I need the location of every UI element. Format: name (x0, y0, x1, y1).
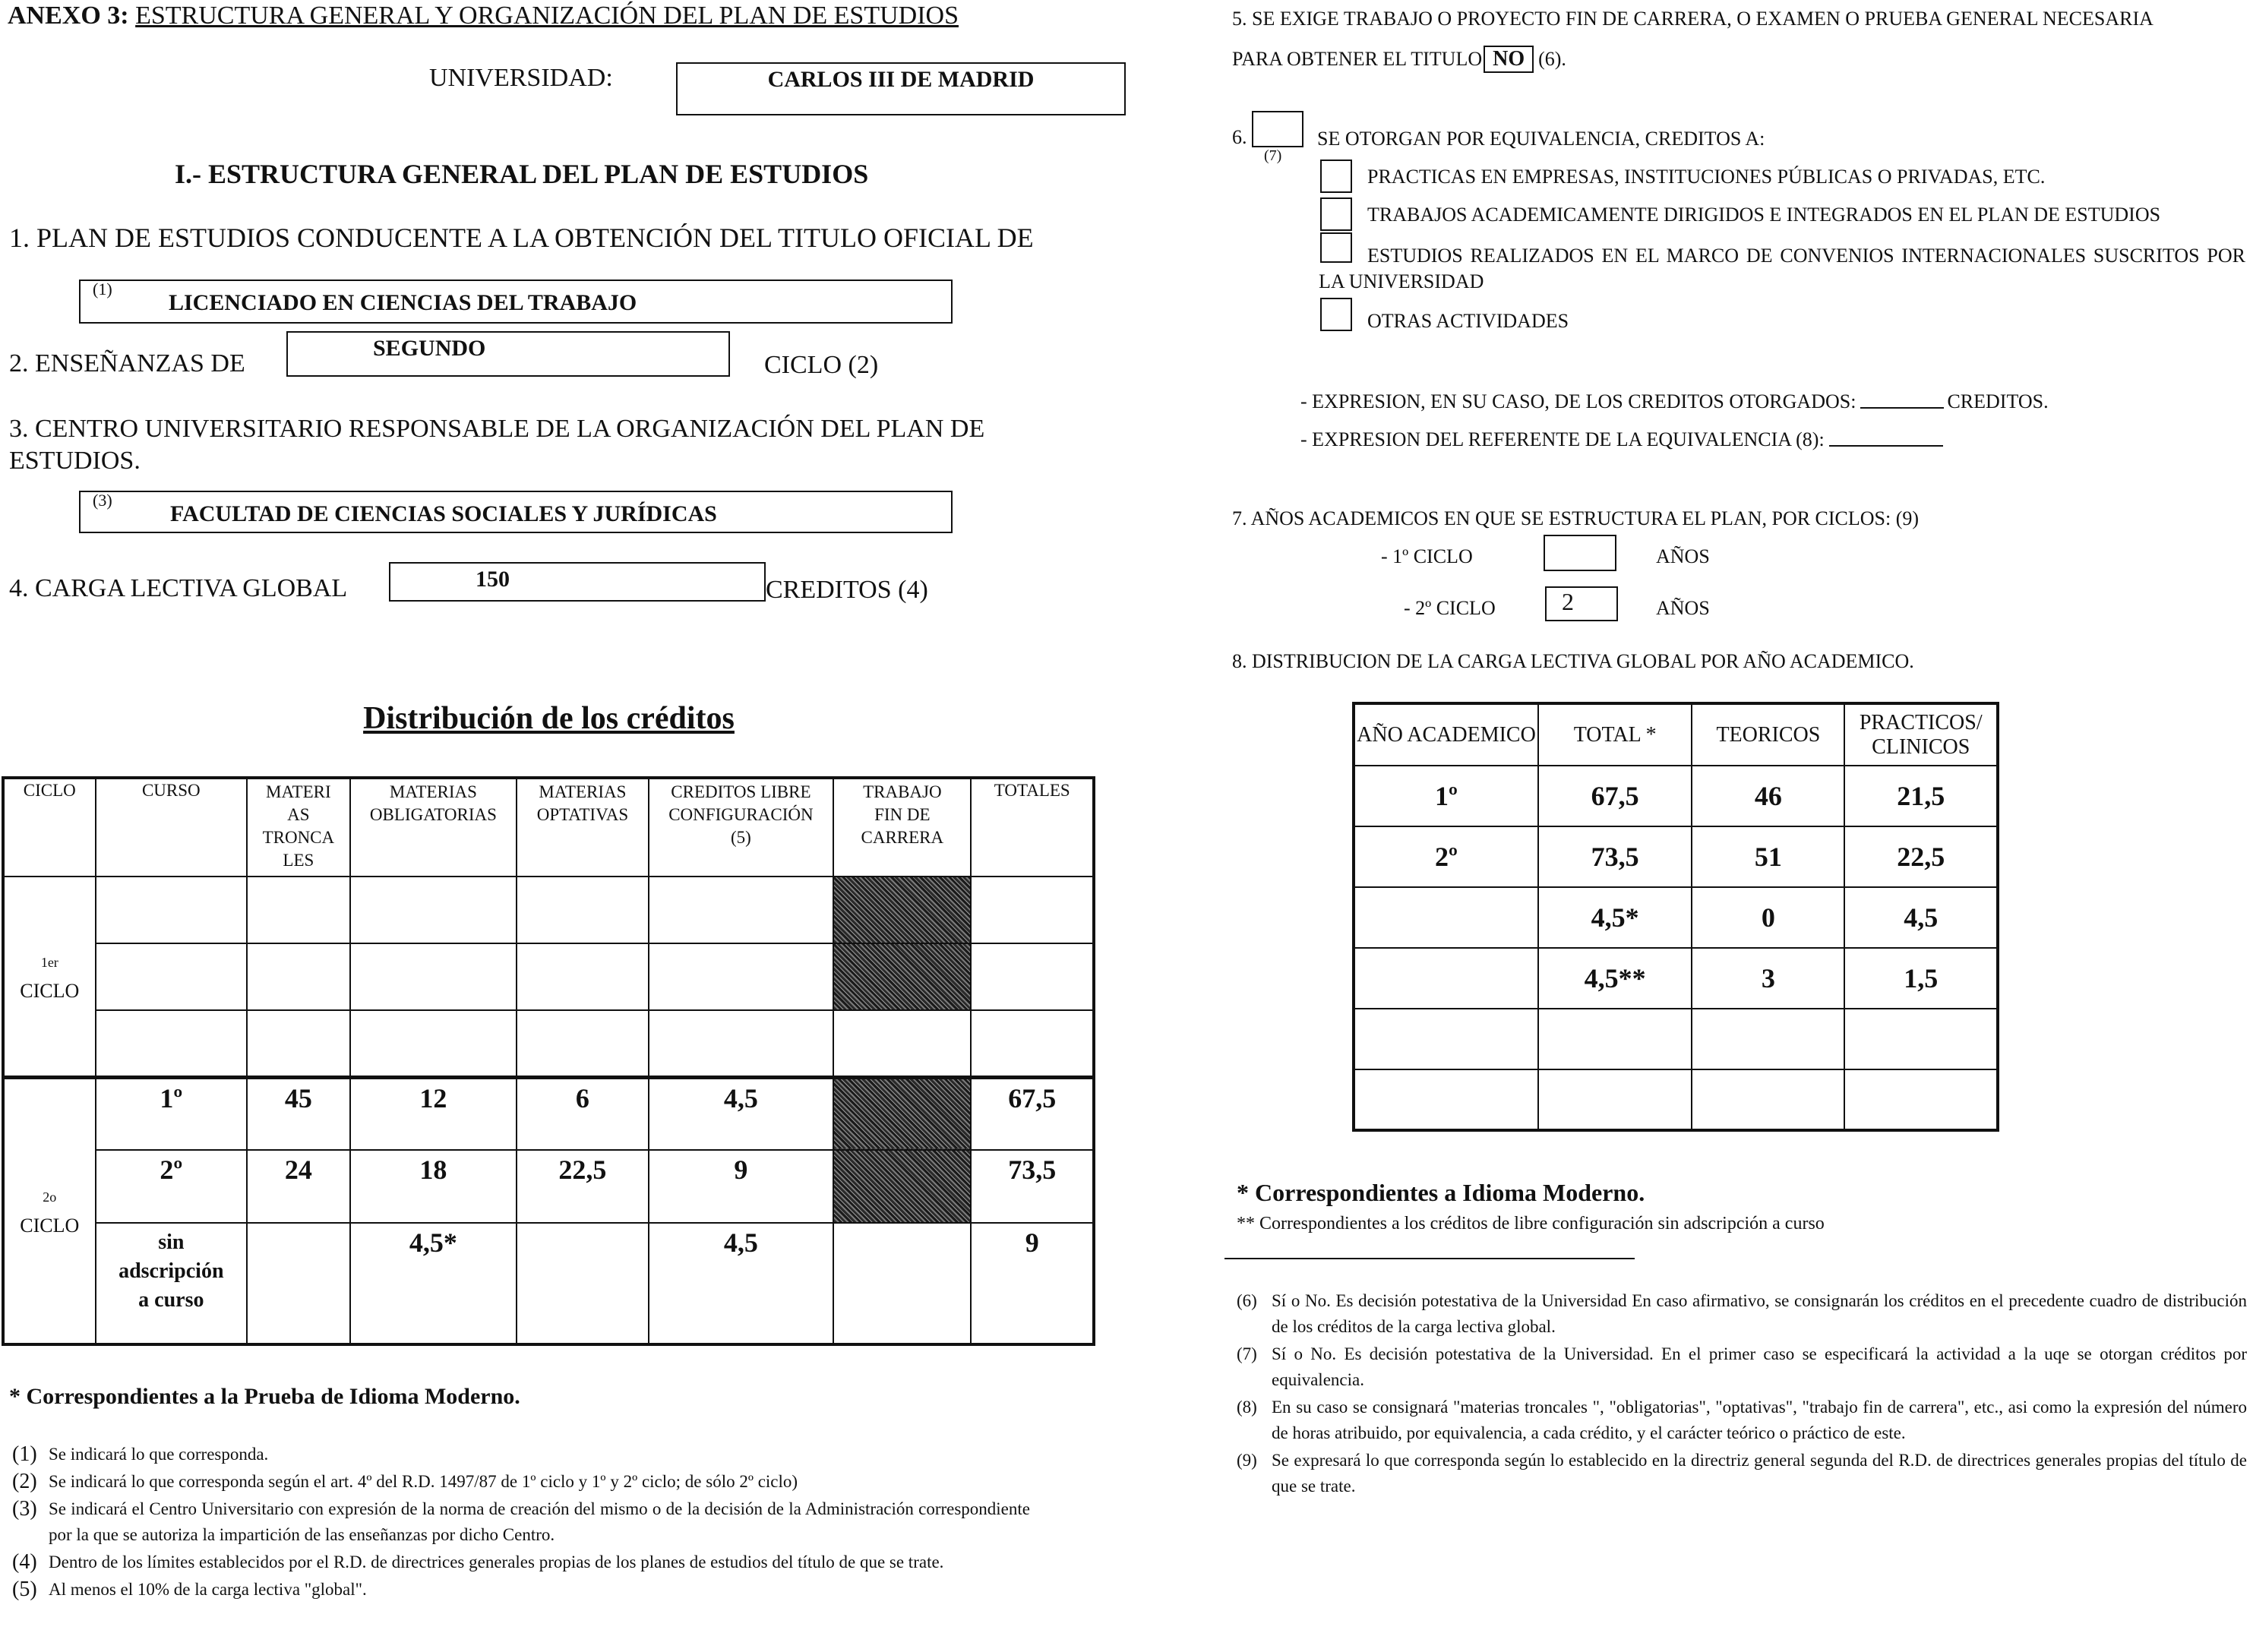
footnote (12, 1442, 1030, 1467)
table-cell (247, 877, 350, 943)
teoricos-cell: 0 (1692, 887, 1844, 948)
year-cell (1354, 887, 1538, 948)
year-cell: 2º (1354, 826, 1538, 887)
section-title: I.- ESTRUCTURA GENERAL DEL PLAN DE ESTUDIOS (175, 159, 869, 189)
ciclo1-years-box[interactable] (1544, 535, 1616, 571)
centro-field (79, 491, 953, 533)
centro-value: FACULTAD DE CIENCIAS SOCIALES Y JURÍDICAS (170, 501, 717, 526)
table-cell (247, 1010, 350, 1077)
troncales-cell: 45 (247, 1077, 350, 1150)
total-cell (1538, 1009, 1692, 1069)
year-header-row (1354, 703, 1998, 766)
ciclo1-cell (3, 877, 96, 1077)
libre-cell: 4,5 (649, 1077, 834, 1150)
table-cell (649, 943, 834, 1010)
teoricos-cell (1692, 1009, 1844, 1069)
table-header-row (3, 778, 1094, 877)
option-checkbox[interactable] (1320, 197, 1352, 231)
footnote (1237, 1288, 2247, 1340)
table-cell (649, 877, 834, 943)
ciclo1-label: 1er (40, 955, 58, 971)
optativas-cell: 22,5 (517, 1150, 649, 1223)
practicos-cell (1844, 1069, 1998, 1130)
footnote-num: (8) (1237, 1398, 1257, 1417)
item7-text: 7. AÑOS ACADEMICOS EN QUE SE ESTRUCTURA EL PLAN, POR CICLOS: (9) (1232, 507, 1920, 529)
total-cell: 4,5* (1538, 887, 1692, 948)
header-obligatorias-line: MATERIAS (389, 782, 477, 801)
ciclo2-years-box[interactable] (1545, 586, 1618, 621)
optativas-cell (517, 1223, 649, 1344)
header-totales: TOTALES (971, 778, 1094, 877)
totales-cell: 73,5 (971, 1150, 1094, 1223)
table-row (3, 877, 1094, 943)
item6-checkbox[interactable] (1252, 111, 1303, 147)
option-label: PRACTICAS EN EMPRESAS, INSTITUCIONES PÚBLICAS O PRIVADAS, ETC. (1367, 166, 2046, 188)
item5-line1: 5. SE EXIGE TRABAJO O PROYECTO FIN DE CARRERA, O EXAMEN O PRUEBA GENERAL NECESARIA (1232, 8, 2153, 30)
year-cell (1354, 1069, 1538, 1130)
item8-text: 8. DISTRIBUCION DE LA CARGA LECTIVA GLOBAL POR AÑO ACADEMICO. (1232, 650, 1914, 672)
item6-note: (7) (1264, 147, 1282, 164)
shaded-cell (833, 943, 971, 1010)
footnote (12, 1469, 1030, 1495)
footnote-text: Sí o No. Es decisión potestativa de la Universidad. En el primer caso se especificará la actividad a la uqe se otorgan créditos por equivalencia. (1272, 1344, 2247, 1389)
item1-note: (1) (93, 280, 112, 298)
ciclo2-cell (3, 1077, 96, 1344)
distribution-table (2, 776, 1095, 1346)
titulo-field (79, 280, 953, 324)
header-troncales-line: AS (287, 805, 310, 824)
left-footnotes (12, 1442, 1030, 1603)
footnote-num: (6) (1237, 1291, 1257, 1310)
sin-line: a curso (138, 1288, 204, 1312)
ciclo1-years-unit: AÑOS (1656, 545, 1710, 567)
shaded-cell (833, 1150, 971, 1223)
table-row (3, 1150, 1094, 1223)
practicos-cell: 1,5 (1844, 948, 1998, 1009)
item1-text: 1. PLAN DE ESTUDIOS CONDUCENTE A LA OBTENCIÓN DEL TITULO OFICIAL DE (9, 223, 1034, 253)
footnote (1237, 1395, 2247, 1446)
table-row (1354, 826, 1998, 887)
obligatorias-cell: 12 (350, 1077, 517, 1150)
expr2-label: - EXPRESION DEL REFERENTE DE LA EQUIVALENCIA (8): (1300, 428, 1825, 450)
optativas-cell: 6 (517, 1077, 649, 1150)
item4-label: 4. CARGA LECTIVA GLOBAL (9, 574, 348, 602)
teoricos-cell: 51 (1692, 826, 1844, 887)
footnote-text: Se indicará el Centro Universitario con expresión de la norma de creación del mismo o de la decisión de la Administración correspondiente por la que se autoriza la impartición de las enseñanzas por dicho Centro. (49, 1499, 1030, 1544)
troncales-cell (247, 1223, 350, 1344)
practicos-cell (1844, 1009, 1998, 1069)
libre-cell: 9 (649, 1150, 834, 1223)
footnote-num: (5) (12, 1578, 37, 1601)
sin-line: adscripción (118, 1259, 224, 1283)
right-footnotes (1237, 1288, 2247, 1499)
teoricos-cell: 3 (1692, 948, 1844, 1009)
shaded-cell (833, 877, 971, 943)
total-cell: 67,5 (1538, 766, 1692, 826)
practicos-header: PRACTICOS/ CLINICOS (1844, 703, 1998, 766)
header-troncales-line: MATERI (266, 782, 331, 801)
ciclo1-years-label: - 1º CICLO (1381, 545, 1473, 567)
total-cell: 4,5** (1538, 948, 1692, 1009)
totales-cell: 67,5 (971, 1077, 1094, 1150)
item2-suffix: CICLO (2) (764, 351, 879, 379)
table-cell (971, 877, 1094, 943)
table-cell (971, 1010, 1094, 1077)
ciclo2-years-label: - 2º CICLO (1404, 597, 1496, 619)
header-curso: CURSO (96, 778, 247, 877)
table-cell (517, 943, 649, 1010)
curso-cell: 2º (96, 1150, 247, 1223)
total-cell (1538, 1069, 1692, 1130)
table-cell (96, 943, 247, 1010)
universidad-value: CARLOS III DE MADRID (767, 67, 1035, 92)
ciclo2-years-unit: AÑOS (1656, 597, 1710, 619)
total-cell: 73,5 (1538, 826, 1692, 887)
footnote-text: Dentro de los límites establecidos por el R.D. de directrices generales propias de los planes de estudios del título de que se trate. (49, 1553, 944, 1571)
footnote (12, 1496, 1030, 1548)
header-troncales-line: TRONCA (262, 828, 335, 847)
table-row (1354, 766, 1998, 826)
footnote-num: (4) (12, 1550, 37, 1574)
left-note: * Correspondientes a la Prueba de Idioma Moderno. (9, 1384, 520, 1409)
troncales-cell: 24 (247, 1150, 350, 1223)
universidad-label: UNIVERSIDAD: (429, 64, 613, 92)
footnote (1237, 1448, 2247, 1499)
right-note-1: * Correspondientes a Idioma Moderno. (1237, 1179, 1645, 1206)
item5-label: PARA OBTENER EL TITULO (1232, 48, 1483, 70)
obligatorias-cell: 18 (350, 1150, 517, 1223)
table-cell (96, 877, 247, 943)
ciclo2-label: 2o (43, 1189, 57, 1205)
item4-suffix: CREDITOS (4) (766, 576, 928, 604)
expr2-blank[interactable] (1829, 428, 1943, 447)
header-libre (649, 778, 834, 877)
option-label: OTRAS ACTIVIDADES (1367, 310, 1569, 332)
item6-text: SE OTORGAN POR EQUIVALENCIA, CREDITOS A: (1317, 128, 1765, 150)
titulo-answer-box: NO (1484, 46, 1534, 73)
header-libre-line: CONFIGURACIÓN (668, 805, 814, 824)
year-header: AÑO ACADEMICO (1354, 703, 1538, 766)
header-optativas-line: OPTATIVAS (536, 805, 629, 824)
expr1-blank[interactable] (1860, 390, 1944, 409)
footnote (1237, 1341, 2247, 1393)
table-cell (833, 1010, 971, 1077)
table-row (3, 1077, 1094, 1150)
table-row (1354, 1009, 1998, 1069)
year-cell (1354, 1009, 1538, 1069)
item5-line2 (1232, 46, 1566, 73)
carga-field (389, 562, 766, 602)
footnote-num: (2) (12, 1470, 37, 1493)
distribution-title: Distribución de los créditos (363, 701, 735, 736)
footnote (12, 1549, 1030, 1575)
expr1-line (1300, 390, 2049, 413)
header-ciclo: CICLO (3, 778, 96, 877)
expr2-line (1300, 428, 1943, 451)
option-checkbox[interactable] (1320, 298, 1352, 331)
footnote-divider (1224, 1258, 1635, 1259)
header-trabajo-line: TRABAJO (863, 782, 942, 801)
table-row (1354, 1069, 1998, 1130)
ciclo2-label: CICLO (20, 1215, 80, 1237)
item2-label: 2. ENSEÑANZAS DE (9, 349, 245, 377)
libre-cell: 4,5 (649, 1223, 834, 1344)
footnote-text: Al menos el 10% de la carga lectiva "global". (49, 1580, 367, 1599)
totales-cell: 9 (971, 1223, 1094, 1344)
table-row (3, 943, 1094, 1010)
header-trabajo (833, 778, 971, 877)
header-trabajo-line: CARRERA (861, 828, 944, 847)
shaded-cell (833, 1077, 971, 1150)
ensenanzas-field (286, 331, 730, 377)
footnote-text: Sí o No. Es decisión potestativa de la Universidad En caso afirmativo, se consignarán los créditos en el precedente cuadro de distribución de los créditos de la carga lectiva global. (1272, 1291, 2247, 1336)
table-cell (96, 1010, 247, 1077)
header-libre-line: (5) (731, 828, 751, 847)
option-label: TRABAJOS ACADEMICAMENTE DIRIGIDOS E INTEGRADOS EN EL PLAN DE ESTUDIOS (1367, 204, 2161, 226)
table-cell (247, 943, 350, 1010)
carga-value: 150 (476, 567, 510, 592)
footnote-text: Se indicará lo que corresponda según el art. 4º del R.D. 1497/87 de 1º ciclo y 1º y 2º ciclo; de sólo 2º ciclo) (49, 1472, 798, 1491)
header-obligatorias (350, 778, 517, 877)
header-optativas-line: MATERIAS (539, 782, 627, 801)
table-cell (649, 1010, 834, 1077)
teoricos-header: TEORICOS (1692, 703, 1844, 766)
titulo-value: LICENCIADO EN CIENCIAS DEL TRABAJO (169, 290, 637, 315)
obligatorias-cell: 4,5* (350, 1223, 517, 1344)
option-checkbox[interactable] (1320, 160, 1352, 193)
item3-note: (3) (93, 491, 112, 510)
year-cell: 1º (1354, 766, 1538, 826)
year-table (1352, 702, 1999, 1132)
table-row (3, 1223, 1094, 1344)
right-note-2: ** Correspondientes a los créditos de libre configuración sin adscripción a curso (1237, 1214, 1825, 1233)
total-header: TOTAL * (1538, 703, 1692, 766)
universidad-field (676, 62, 1126, 115)
header-obligatorias-line: OBLIGATORIAS (369, 805, 497, 824)
table-cell (350, 877, 517, 943)
header-trabajo-line: FIN DE (874, 805, 931, 824)
practicos-cell: 22,5 (1844, 826, 1998, 887)
curso-cell (96, 1223, 247, 1344)
footnote (12, 1577, 1030, 1603)
footnote-num: (9) (1237, 1451, 1257, 1470)
ciclo2-years-value: 2 (1562, 588, 1574, 615)
table-row (1354, 948, 1998, 1009)
sin-line: sin (158, 1230, 185, 1254)
footnote-num: (1) (12, 1442, 37, 1466)
table-cell (350, 1010, 517, 1077)
expr1-suffix: CREDITOS. (1947, 390, 2049, 412)
table-cell (517, 877, 649, 943)
table-cell (350, 943, 517, 1010)
table-row (3, 1010, 1094, 1077)
practicos-cell: 21,5 (1844, 766, 1998, 826)
anexo-label: ANEXO 3: (8, 2, 129, 30)
expr1-label: - EXPRESION, EN SU CASO, DE LOS CREDITOS OTORGADOS: (1300, 390, 1856, 412)
footnote-num: (7) (1237, 1344, 1257, 1363)
curso-cell: 1º (96, 1077, 247, 1150)
year-cell (1354, 948, 1538, 1009)
teoricos-cell (1692, 1069, 1844, 1130)
footnote-text: Se expresará lo que corresponda según lo establecido en la directriz general segunda del R.D. de directrices generales propias del título de que se trate. (1272, 1451, 2247, 1496)
footnote-text: Se indicará lo que corresponda. (49, 1445, 269, 1464)
header-libre-line: CREDITOS LIBRE (671, 782, 811, 801)
footnote-text: En su caso se consignará "materias troncales ", "obligatorias", "optativas", "trabajo fin de carrera", etc., asi como la expresión del número de horas atribuido, por equivalencia, a cada crédito, y el carácter teórico o práctico de este. (1272, 1398, 2247, 1442)
item5-note: (6). (1538, 48, 1566, 70)
item3-text: 3. CENTRO UNIVERSITARIO RESPONSABLE DE LA ORGANIZACIÓN DEL PLAN DE ESTUDIOS. (9, 415, 985, 475)
practicos-cell: 4,5 (1844, 887, 1998, 948)
footnote-num: (3) (12, 1497, 37, 1521)
item6-num: 6. (1232, 126, 1247, 148)
table-row (1354, 887, 1998, 948)
header-troncales-line: LES (283, 851, 314, 870)
trabajo-cell (833, 1223, 971, 1344)
ciclo1-label: CICLO (20, 980, 80, 1003)
header-optativas (517, 778, 649, 877)
anexo-heading (8, 2, 959, 30)
option-label: ESTUDIOS REALIZADOS EN EL MARCO DE CONVENIOS INTERNACIONALES SUSCRITOS POR LA UNIVERSIDAD (1319, 245, 2245, 292)
header-troncales (247, 778, 350, 877)
table-cell (517, 1010, 649, 1077)
teoricos-cell: 46 (1692, 766, 1844, 826)
ensenanzas-value: SEGUNDO (373, 336, 486, 361)
table-cell (971, 943, 1094, 1010)
anexo-title: ESTRUCTURA GENERAL Y ORGANIZACIÓN DEL PLAN DE ESTUDIOS (135, 2, 959, 30)
